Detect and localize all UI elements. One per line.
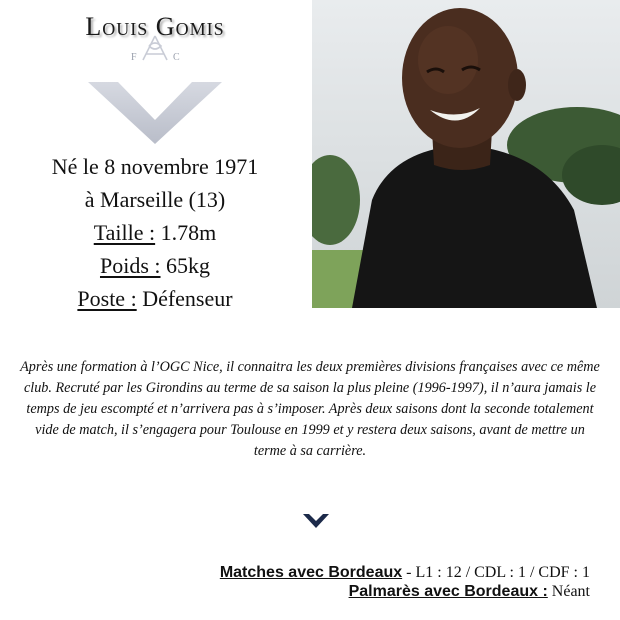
logo-letter-f: F	[131, 52, 137, 63]
birth-date: Né le 8 novembre 1971	[51, 154, 259, 179]
logo-letter-c: C	[173, 52, 180, 63]
position-row	[16, 282, 294, 315]
position-label: Poste :	[77, 286, 137, 311]
weight-label: Poids :	[99, 253, 161, 278]
decorative-chevron-icon	[88, 82, 222, 144]
matches-value: - L1 : 12 / CDL : 1 / CDF : 1	[402, 564, 590, 581]
height-value: 1.78m	[160, 220, 217, 245]
chevron-down-icon	[303, 514, 329, 528]
palmares-row	[220, 582, 590, 601]
birth-place: à Marseille (13)	[84, 187, 226, 212]
player-photo	[312, 0, 620, 308]
position-value: Défenseur	[142, 286, 233, 311]
player-name: Louis Gomis	[85, 12, 225, 41]
matches-row	[220, 563, 590, 582]
matches-label: Matches avec Bordeaux	[219, 564, 403, 581]
palmares-label: Palmarès avec Bordeaux :	[348, 583, 548, 600]
player-bio	[16, 150, 294, 315]
bordeaux-stats	[220, 563, 590, 601]
palmares-value: Néant	[547, 583, 590, 600]
height-label: Taille :	[93, 220, 156, 245]
career-description: Après une formation à l’OGC Nice, il connaitra les deux premières divisions françaises avec ce même club. Recruté par les Girondins au terme de sa saison la plus pleine (1996-1997), il n’aura jamais le temps de jeu escompté et n’arrivera pas à s’imposer. Après deux saisons dont la seconde totalement vide de match, il s’engagera pour Toulouse en 1999 et y restera deux saisons, avant de mettre un terme à sa carrière.	[20, 359, 600, 459]
club-logo-icon	[125, 34, 185, 68]
height-row	[16, 216, 294, 249]
weight-row	[16, 249, 294, 282]
weight-value: 65kg	[166, 253, 211, 278]
